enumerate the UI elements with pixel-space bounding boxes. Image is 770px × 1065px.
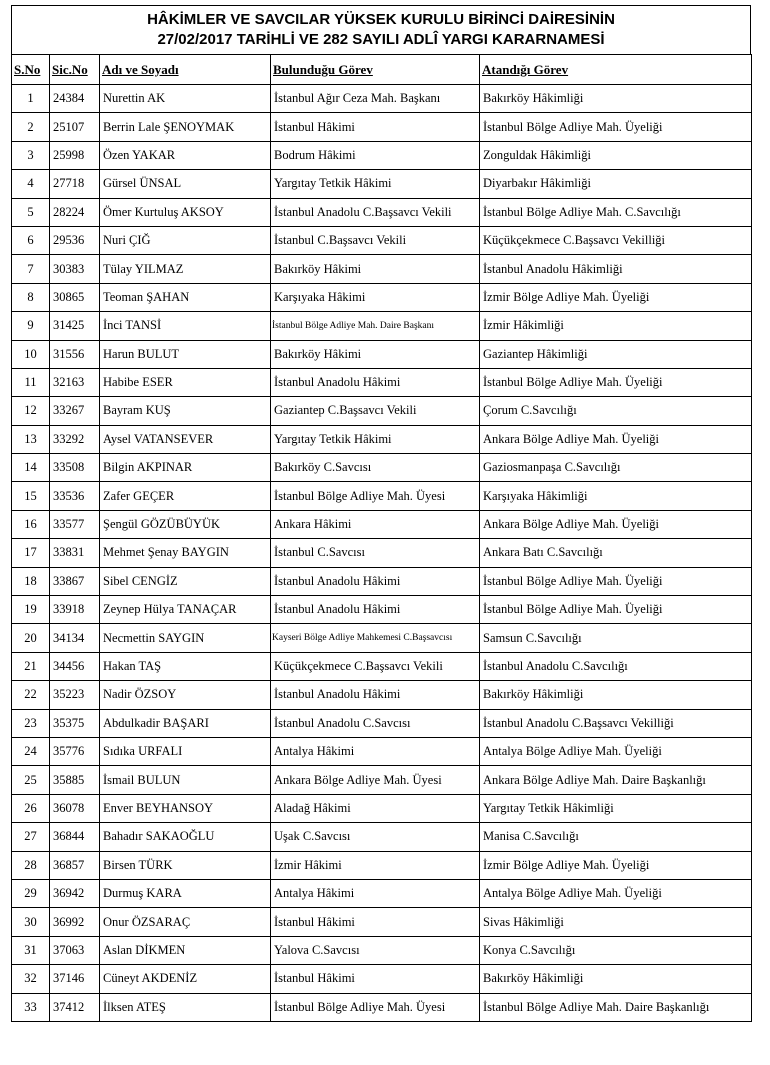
cell-sno: 8 — [12, 283, 50, 311]
cell-appointed-position: Yargıtay Tetkik Hâkimliği — [480, 794, 752, 822]
cell-current-position: İstanbul Hâkimi — [271, 113, 480, 141]
table-body — [12, 85, 752, 1022]
cell-sno: 22 — [12, 681, 50, 709]
cell-sno: 25 — [12, 766, 50, 794]
title-line-1: HÂKİMLER VE SAVCILAR YÜKSEK KURULU BİRİNCİ DAİRESİNİN — [147, 11, 615, 28]
cell-sno: 14 — [12, 454, 50, 482]
cell-current-position: İstanbul Anadolu Hâkimi — [271, 567, 480, 595]
cell-appointed-position: Ankara Bölge Adliye Mah. Üyeliği — [480, 510, 752, 538]
cell-sno: 17 — [12, 539, 50, 567]
cell-name: Zafer GEÇER — [100, 482, 271, 510]
cell-sicno: 33536 — [50, 482, 100, 510]
cell-name: İlksen ATEŞ — [100, 993, 271, 1021]
cell-current-position: Ankara Bölge Adliye Mah. Üyesi — [271, 766, 480, 794]
cell-sno: 20 — [12, 624, 50, 652]
cell-appointed-position: İstanbul Anadolu C.Savcılığı — [480, 652, 752, 680]
cell-sicno: 25107 — [50, 113, 100, 141]
document-title — [11, 5, 751, 54]
cell-appointed-position: İstanbul Bölge Adliye Mah. Üyeliği — [480, 113, 752, 141]
cell-appointed-position: Diyarbakır Hâkimliği — [480, 170, 752, 198]
cell-name: Özen YAKAR — [100, 141, 271, 169]
table-row — [12, 482, 752, 510]
cell-appointed-position: Bakırköy Hâkimliği — [480, 681, 752, 709]
cell-name: Bayram KUŞ — [100, 397, 271, 425]
cell-name: Habibe ESER — [100, 368, 271, 396]
cell-current-position: Ankara Hâkimi — [271, 510, 480, 538]
table-row — [12, 226, 752, 254]
table-row — [12, 681, 752, 709]
cell-current-position: Bakırköy Hâkimi — [271, 340, 480, 368]
document-page — [11, 5, 751, 1022]
table-row — [12, 766, 752, 794]
cell-appointed-position: Küçükçekmece C.Başsavcı Vekilliği — [480, 226, 752, 254]
cell-sno: 13 — [12, 425, 50, 453]
table-row — [12, 368, 752, 396]
cell-sno: 15 — [12, 482, 50, 510]
cell-appointed-position: İstanbul Bölge Adliye Mah. Daire Başkanlığı — [480, 993, 752, 1021]
cell-appointed-position: İstanbul Bölge Adliye Mah. Üyeliği — [480, 596, 752, 624]
cell-appointed-position: İstanbul Bölge Adliye Mah. Üyeliği — [480, 368, 752, 396]
cell-name: Onur ÖZSARAÇ — [100, 908, 271, 936]
cell-name: İnci TANSİ — [100, 312, 271, 340]
cell-sno: 33 — [12, 993, 50, 1021]
table-row — [12, 170, 752, 198]
table-row — [12, 879, 752, 907]
cell-name: Hakan TAŞ — [100, 652, 271, 680]
cell-name: Aysel VATANSEVER — [100, 425, 271, 453]
cell-name: Durmuş KARA — [100, 879, 271, 907]
cell-current-position: Küçükçekmece C.Başsavcı Vekili — [271, 652, 480, 680]
cell-sicno: 37412 — [50, 993, 100, 1021]
table-row — [12, 851, 752, 879]
cell-sicno: 36844 — [50, 823, 100, 851]
cell-appointed-position: Gaziantep Hâkimliği — [480, 340, 752, 368]
cell-sno: 6 — [12, 226, 50, 254]
cell-appointed-position: İzmir Bölge Adliye Mah. Üyeliği — [480, 283, 752, 311]
cell-sicno: 36857 — [50, 851, 100, 879]
cell-sno: 18 — [12, 567, 50, 595]
cell-current-position: Bakırköy Hâkimi — [271, 255, 480, 283]
cell-current-position: İstanbul Anadolu Hâkimi — [271, 368, 480, 396]
cell-sno: 24 — [12, 737, 50, 765]
cell-sicno: 35375 — [50, 709, 100, 737]
table-row — [12, 454, 752, 482]
cell-sno: 10 — [12, 340, 50, 368]
cell-name: Necmettin SAYGIN — [100, 624, 271, 652]
cell-sicno: 33267 — [50, 397, 100, 425]
cell-current-position: Yargıtay Tetkik Hâkimi — [271, 425, 480, 453]
cell-sicno: 33292 — [50, 425, 100, 453]
cell-sno: 23 — [12, 709, 50, 737]
cell-name: Berrin Lale ŞENOYMAK — [100, 113, 271, 141]
cell-appointed-position: Sivas Hâkimliği — [480, 908, 752, 936]
cell-sicno: 36992 — [50, 908, 100, 936]
cell-sicno: 36942 — [50, 879, 100, 907]
cell-sicno: 33577 — [50, 510, 100, 538]
cell-current-position: Yalova C.Savcısı — [271, 936, 480, 964]
cell-current-position: Aladağ Hâkimi — [271, 794, 480, 822]
cell-current-position: İzmir Hâkimi — [271, 851, 480, 879]
table-row — [12, 567, 752, 595]
cell-sicno: 28224 — [50, 198, 100, 226]
cell-name: Şengül GÖZÜBÜYÜK — [100, 510, 271, 538]
cell-name: Birsen TÜRK — [100, 851, 271, 879]
cell-sicno: 35885 — [50, 766, 100, 794]
cell-sno: 2 — [12, 113, 50, 141]
header-current-position: Bulunduğu Görev — [271, 55, 480, 85]
cell-sicno: 29536 — [50, 226, 100, 254]
cell-appointed-position: Konya C.Savcılığı — [480, 936, 752, 964]
cell-sicno: 30383 — [50, 255, 100, 283]
table-row — [12, 340, 752, 368]
cell-name: Tülay YILMAZ — [100, 255, 271, 283]
table-row — [12, 141, 752, 169]
cell-sicno: 27718 — [50, 170, 100, 198]
cell-appointed-position: İstanbul Anadolu Hâkimliği — [480, 255, 752, 283]
cell-name: Enver BEYHANSOY — [100, 794, 271, 822]
table-row — [12, 425, 752, 453]
cell-sicno: 34134 — [50, 624, 100, 652]
cell-appointed-position: Samsun C.Savcılığı — [480, 624, 752, 652]
cell-appointed-position: Zonguldak Hâkimliği — [480, 141, 752, 169]
cell-sno: 5 — [12, 198, 50, 226]
cell-current-position: İstanbul Anadolu Hâkimi — [271, 681, 480, 709]
cell-name: İsmail BULUN — [100, 766, 271, 794]
cell-name: Nurettin AK — [100, 85, 271, 113]
cell-sno: 27 — [12, 823, 50, 851]
cell-appointed-position: Antalya Bölge Adliye Mah. Üyeliği — [480, 879, 752, 907]
cell-appointed-position: İzmir Bölge Adliye Mah. Üyeliği — [480, 851, 752, 879]
header-sicno: Sic.No — [50, 55, 100, 85]
cell-sno: 12 — [12, 397, 50, 425]
cell-appointed-position: Gaziosmanpaşa C.Savcılığı — [480, 454, 752, 482]
cell-name: Sibel CENGİZ — [100, 567, 271, 595]
table-header-row — [12, 55, 752, 85]
table-row — [12, 312, 752, 340]
cell-sicno: 35223 — [50, 681, 100, 709]
table-row — [12, 397, 752, 425]
cell-name: Zeynep Hülya TANAÇAR — [100, 596, 271, 624]
cell-sno: 26 — [12, 794, 50, 822]
table-row — [12, 596, 752, 624]
table-row — [12, 794, 752, 822]
table-row — [12, 283, 752, 311]
cell-current-position: İstanbul Hâkimi — [271, 908, 480, 936]
cell-sicno: 31556 — [50, 340, 100, 368]
cell-current-position: İstanbul C.Başsavcı Vekili — [271, 226, 480, 254]
cell-appointed-position: İstanbul Bölge Adliye Mah. C.Savcılığı — [480, 198, 752, 226]
cell-current-position: Bodrum Hâkimi — [271, 141, 480, 169]
cell-appointed-position: Bakırköy Hâkimliği — [480, 965, 752, 993]
title-line-2: 27/02/2017 TARİHLİ VE 282 SAYILI ADLÎ YARGI KARARNAMESİ — [157, 31, 605, 48]
cell-name: Abdulkadir BAŞARI — [100, 709, 271, 737]
cell-name: Bilgin AKPINAR — [100, 454, 271, 482]
cell-name: Ömer Kurtuluş AKSOY — [100, 198, 271, 226]
table-row — [12, 510, 752, 538]
cell-current-position: İstanbul Bölge Adliye Mah. Üyesi — [271, 993, 480, 1021]
cell-name: Aslan DİKMEN — [100, 936, 271, 964]
cell-appointed-position: Manisa C.Savcılığı — [480, 823, 752, 851]
cell-appointed-position: İzmir Hâkimliği — [480, 312, 752, 340]
cell-appointed-position: Ankara Batı C.Savcılığı — [480, 539, 752, 567]
table-row — [12, 709, 752, 737]
table-row — [12, 624, 752, 652]
cell-current-position: İstanbul Anadolu Hâkimi — [271, 596, 480, 624]
header-name: Adı ve Soyadı — [100, 55, 271, 85]
cell-name: Sıdıka URFALI — [100, 737, 271, 765]
cell-current-position: İstanbul Anadolu C.Savcısı — [271, 709, 480, 737]
cell-current-position: Kayseri Bölge Adliye Mahkemesi C.Başsavcısı — [271, 624, 480, 652]
cell-sno: 19 — [12, 596, 50, 624]
cell-appointed-position: Ankara Bölge Adliye Mah. Daire Başkanlığı — [480, 766, 752, 794]
cell-sno: 11 — [12, 368, 50, 396]
cell-sicno: 37063 — [50, 936, 100, 964]
table-row — [12, 85, 752, 113]
cell-appointed-position: Ankara Bölge Adliye Mah. Üyeliği — [480, 425, 752, 453]
cell-name: Cüneyt AKDENİZ — [100, 965, 271, 993]
table-row — [12, 539, 752, 567]
table-row — [12, 198, 752, 226]
cell-name: Nadir ÖZSOY — [100, 681, 271, 709]
cell-name: Mehmet Şenay BAYGIN — [100, 539, 271, 567]
cell-name: Harun BULUT — [100, 340, 271, 368]
cell-name: Teoman ŞAHAN — [100, 283, 271, 311]
cell-appointed-position: Antalya Bölge Adliye Mah. Üyeliği — [480, 737, 752, 765]
cell-current-position: İstanbul Hâkimi — [271, 965, 480, 993]
cell-sno: 31 — [12, 936, 50, 964]
cell-current-position: Yargıtay Tetkik Hâkimi — [271, 170, 480, 198]
table-row — [12, 936, 752, 964]
cell-name: Bahadır SAKAOĞLU — [100, 823, 271, 851]
cell-appointed-position: Karşıyaka Hâkimliği — [480, 482, 752, 510]
table-row — [12, 965, 752, 993]
cell-sno: 30 — [12, 908, 50, 936]
cell-current-position: İstanbul C.Savcısı — [271, 539, 480, 567]
cell-sno: 28 — [12, 851, 50, 879]
table-row — [12, 255, 752, 283]
cell-current-position: Uşak C.Savcısı — [271, 823, 480, 851]
cell-sno: 32 — [12, 965, 50, 993]
table-row — [12, 823, 752, 851]
cell-sicno: 35776 — [50, 737, 100, 765]
cell-current-position: Antalya Hâkimi — [271, 879, 480, 907]
cell-sicno: 33508 — [50, 454, 100, 482]
cell-current-position: Antalya Hâkimi — [271, 737, 480, 765]
table-row — [12, 993, 752, 1021]
cell-sno: 1 — [12, 85, 50, 113]
cell-sno: 9 — [12, 312, 50, 340]
cell-sicno: 36078 — [50, 794, 100, 822]
cell-sicno: 24384 — [50, 85, 100, 113]
cell-appointed-position: Çorum C.Savcılığı — [480, 397, 752, 425]
cell-sicno: 31425 — [50, 312, 100, 340]
cell-current-position: Bakırköy C.Savcısı — [271, 454, 480, 482]
cell-sicno: 32163 — [50, 368, 100, 396]
cell-sicno: 25998 — [50, 141, 100, 169]
cell-current-position: İstanbul Anadolu C.Başsavcı Vekili — [271, 198, 480, 226]
cell-sicno: 33918 — [50, 596, 100, 624]
cell-appointed-position: İstanbul Bölge Adliye Mah. Üyeliği — [480, 567, 752, 595]
header-sno: S.No — [12, 55, 50, 85]
header-appointed-position: Atandığı Görev — [480, 55, 752, 85]
cell-sicno: 33867 — [50, 567, 100, 595]
cell-name: Gürsel ÜNSAL — [100, 170, 271, 198]
cell-sno: 3 — [12, 141, 50, 169]
cell-sno: 29 — [12, 879, 50, 907]
cell-sno: 4 — [12, 170, 50, 198]
table-row — [12, 908, 752, 936]
cell-sno: 21 — [12, 652, 50, 680]
cell-sno: 16 — [12, 510, 50, 538]
table-row — [12, 652, 752, 680]
appointments-table — [11, 54, 752, 1022]
cell-current-position: İstanbul Ağır Ceza Mah. Başkanı — [271, 85, 480, 113]
cell-appointed-position: Bakırköy Hâkimliği — [480, 85, 752, 113]
cell-appointed-position: İstanbul Anadolu C.Başsavcı Vekilliği — [480, 709, 752, 737]
cell-sicno: 30865 — [50, 283, 100, 311]
table-row — [12, 737, 752, 765]
cell-current-position: Gaziantep C.Başsavcı Vekili — [271, 397, 480, 425]
cell-name: Nuri ÇIĞ — [100, 226, 271, 254]
cell-sno: 7 — [12, 255, 50, 283]
cell-sicno: 37146 — [50, 965, 100, 993]
cell-sicno: 33831 — [50, 539, 100, 567]
table-row — [12, 113, 752, 141]
cell-current-position: İstanbul Bölge Adliye Mah. Daire Başkanı — [271, 312, 480, 340]
cell-current-position: Karşıyaka Hâkimi — [271, 283, 480, 311]
cell-sicno: 34456 — [50, 652, 100, 680]
cell-current-position: İstanbul Bölge Adliye Mah. Üyesi — [271, 482, 480, 510]
